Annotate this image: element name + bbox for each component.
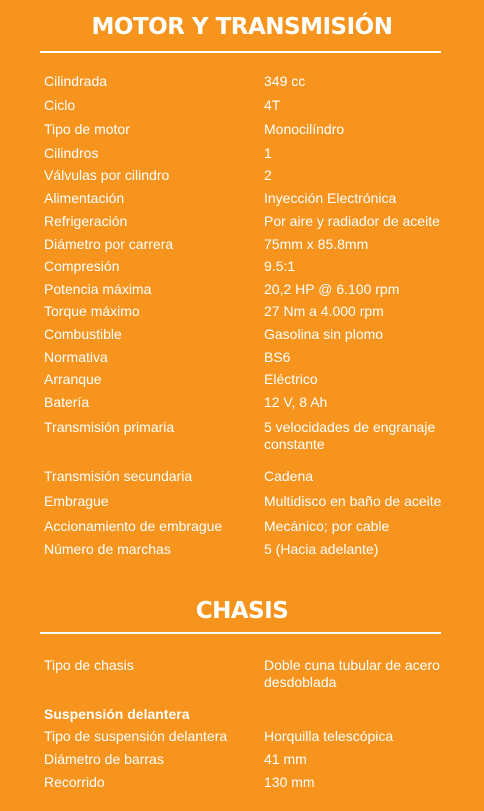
spec-label: Alimentación — [44, 190, 125, 206]
spec-label: Combustible — [44, 326, 122, 342]
spec-value: 4T — [264, 97, 281, 113]
spec-value: 9.5:1 — [264, 258, 296, 274]
spec-label: Número de marchas — [44, 541, 171, 557]
spec-value: 349 cc — [264, 73, 306, 89]
spec-value: 27 Nm a 4.000 rpm — [264, 303, 384, 319]
spec-label: Tipo de motor — [44, 121, 130, 137]
spec-value: Eléctrico — [264, 371, 318, 387]
spec-label: Accionamiento de embrague — [44, 518, 223, 534]
spec-value-line: 5 velocidades de engranaje — [264, 419, 436, 435]
spec-label: Válvulas por cilindro — [44, 167, 170, 183]
spec-label: Compresión — [44, 258, 120, 274]
spec-value: 1 — [264, 145, 272, 161]
spec-label: Potencia máxima — [44, 281, 152, 297]
spec-label: Transmisión secundaria — [44, 468, 193, 484]
spec-label: Transmisión primaria — [44, 419, 175, 435]
spec-label: Batería — [44, 394, 90, 410]
spec-value: Por aire y radiador de aceite — [264, 213, 440, 229]
spec-label: Embrague — [44, 493, 109, 509]
spec-value: Gasolina sin plomo — [264, 326, 384, 342]
spec-label: Diámetro por carrera — [44, 236, 174, 252]
subheading-suspension-delantera: Suspensión delantera — [44, 706, 190, 722]
spec-value: Horquilla telescópica — [264, 728, 394, 744]
spec-value: Inyección Electrónica — [264, 190, 397, 206]
spec-value-line: Doble cuna tubular de acero — [264, 657, 440, 673]
spec-value-line: constante — [264, 436, 325, 452]
spec-value — [264, 419, 464, 453]
section-rule-chasis — [40, 632, 441, 634]
spec-value: 130 mm — [264, 774, 315, 790]
spec-value: 75mm x 85.8mm — [264, 236, 369, 252]
spec-label: Normativa — [44, 349, 108, 365]
spec-value: Multidisco en baño de aceite — [264, 493, 442, 509]
spec-label: Tipo de suspensión delantera — [44, 728, 228, 744]
spec-value: BS6 — [264, 349, 291, 365]
spec-value: Monocilíndro — [264, 121, 345, 137]
spec-value: Cadena — [264, 468, 314, 484]
spec-label: Refrigeración — [44, 213, 128, 229]
spec-label: Ciclo — [44, 97, 76, 113]
spec-label: Cilindrada — [44, 73, 108, 89]
spec-value: 20,2 HP @ 6.100 rpm — [264, 281, 400, 297]
section-title-chasis: CHASIS — [195, 598, 289, 624]
spec-label: Torque máximo — [44, 303, 140, 319]
spec-value: 5 (Hacia adelante) — [264, 541, 379, 557]
spec-value-line: desdoblada — [264, 674, 337, 690]
spec-label: Tipo de chasis — [44, 657, 134, 673]
spec-value — [264, 657, 464, 691]
spec-value: Mecánico; por cable — [264, 518, 390, 534]
spec-value: 41 mm — [264, 751, 307, 767]
spec-label: Diámetro de barras — [44, 751, 164, 767]
spec-label: Recorrido — [44, 774, 105, 790]
spec-label: Cilindros — [44, 145, 99, 161]
spec-label: Arranque — [44, 371, 102, 387]
section-rule-motor — [40, 51, 441, 53]
spec-value: 12 V, 8 Ah — [264, 394, 328, 410]
section-title-motor: MOTOR Y TRANSMISIÓN — [91, 14, 393, 40]
spec-value: 2 — [264, 167, 272, 183]
